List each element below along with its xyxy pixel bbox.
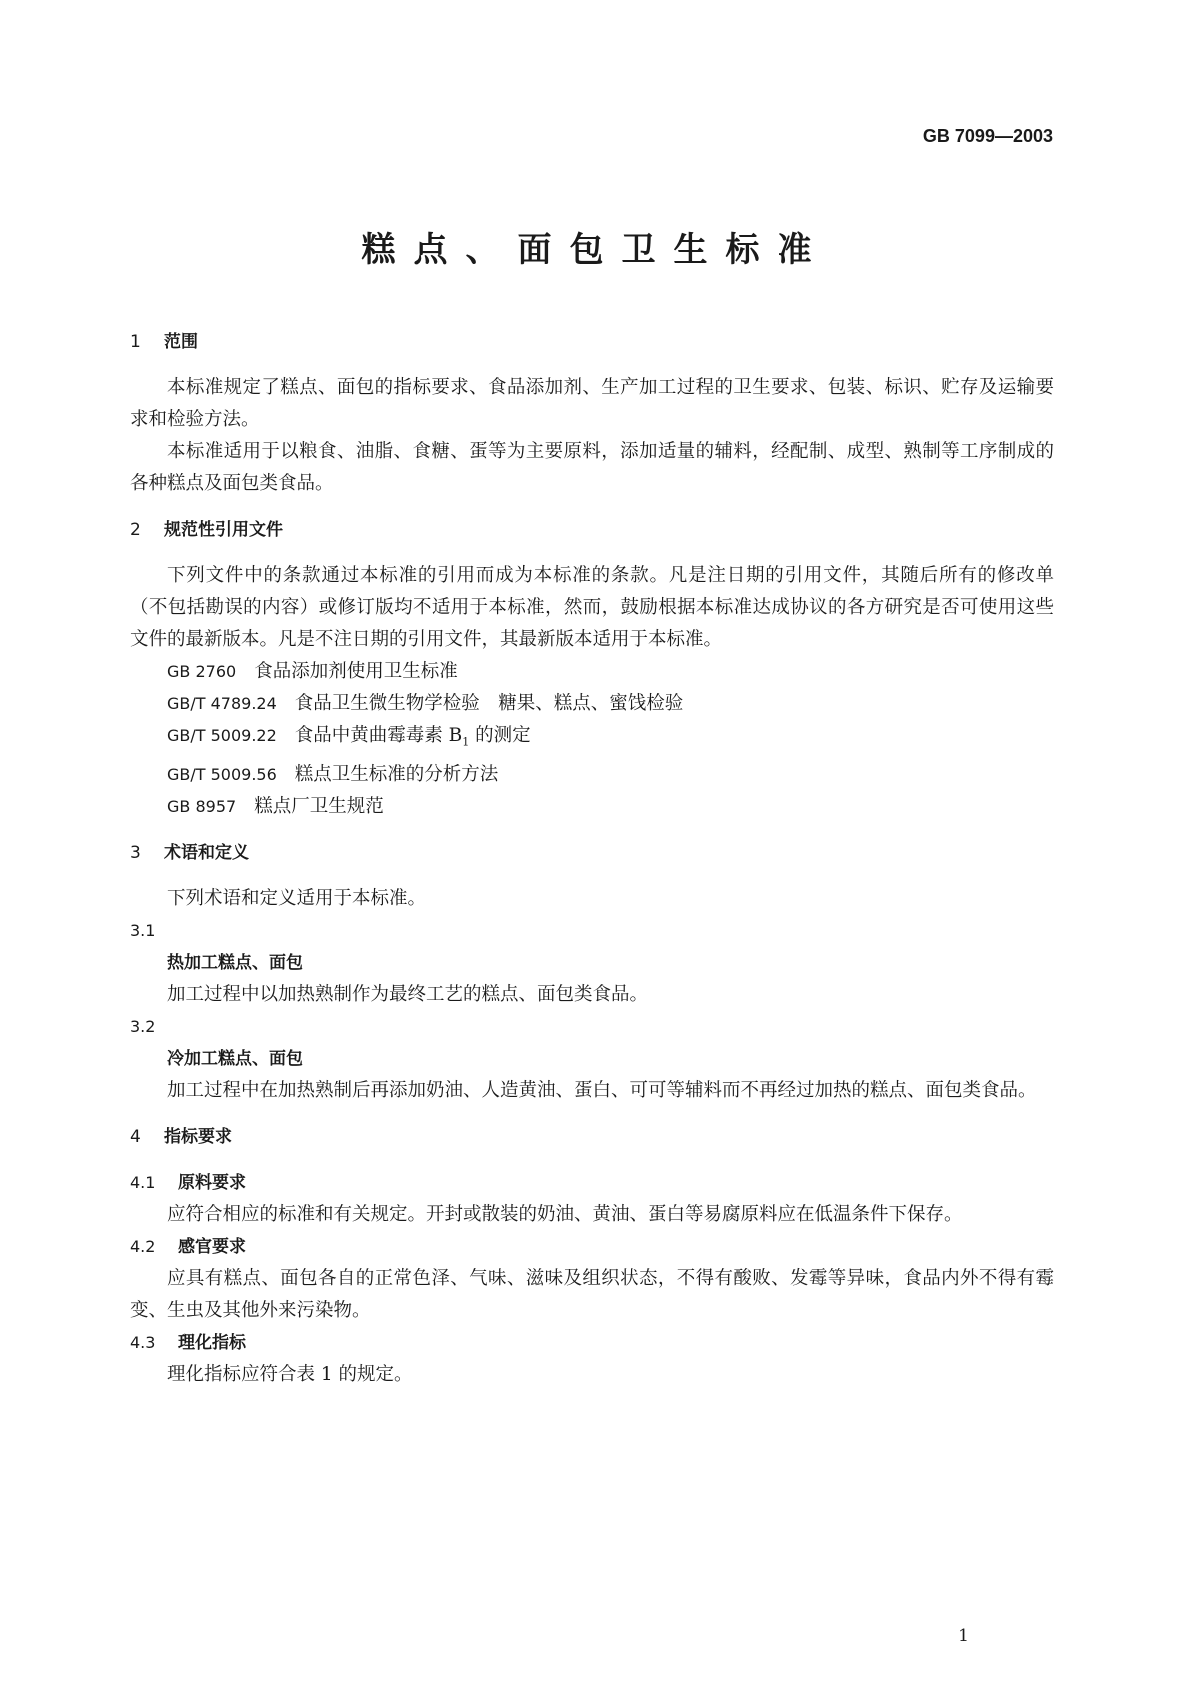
- clause-number: 4.3: [130, 1332, 156, 1352]
- clause-heading-raw-materials: [130, 1167, 1054, 1199]
- reference-name: 糕点卫生标准的分析方法: [294, 763, 499, 785]
- reference-name: 食品添加剂使用卫生标准: [254, 661, 458, 682]
- clause-text: 应具有糕点、面包各自的正常色泽、气味、滋味及组织状态，不得有酸败、发霉等异味，食品内外不得有霉变、生虫及其他外来污染物。: [130, 1267, 1054, 1321]
- reference-code: GB/T 5009.22: [167, 726, 277, 745]
- section-number: 3: [130, 842, 141, 863]
- clause-title: 理化指标: [178, 1332, 246, 1353]
- reference-item: [130, 688, 1054, 720]
- reference-item: [130, 791, 1054, 823]
- scope-paragraph-1: 本标准规定了糕点、面包的指标要求、食品添加剂、生产加工过程的卫生要求、包装、标识、贮存及运输要求和检验方法。: [130, 377, 1054, 430]
- reference-code: GB 2760: [167, 662, 237, 681]
- section-number: 4: [130, 1126, 141, 1147]
- reference-code: GB/T 5009.56: [167, 764, 277, 784]
- section-heading-normative-references: [130, 514, 1054, 546]
- definition-number: 3.1: [130, 920, 156, 940]
- page-number: 1: [958, 1626, 969, 1646]
- section-title: 指标要求: [164, 1126, 232, 1147]
- section-number: 2: [130, 520, 141, 540]
- section-title: 范围: [164, 332, 198, 352]
- section-heading-scope: [130, 326, 1054, 358]
- clause-heading-sensory: [130, 1231, 1054, 1263]
- section-heading-requirements: [130, 1121, 1054, 1153]
- references-intro-paragraph: 下列文件中的条款通过本标准的引用而成为本标准的条款。凡是注日期的引用文件，其随后所有的修改单（不包括勘误的内容）或修订版均不适用于本标准，然而，鼓励根据本标准达成协议的各方研究是否可使用这些文件的最新版本。凡是不注日期的引用文件，其最新版本适用于本标准。: [130, 565, 1054, 650]
- scope-paragraph-2: 本标准适用于以粮食、油脂、食糖、蛋等为主要原料，添加适量的辅料，经配制、成型、熟制等工序制成的各种糕点及面包类食品。: [130, 441, 1054, 494]
- reference-name: 糕点厂卫生规范: [254, 795, 384, 817]
- clause-text: 理化指标应符合表 1 的规定。: [167, 1363, 413, 1385]
- definition-term: 冷加工糕点、面包: [167, 1048, 303, 1069]
- clause-number: 4.2: [130, 1236, 156, 1256]
- section-title: 术语和定义: [164, 842, 249, 863]
- definition-term: 热加工糕点、面包: [167, 952, 303, 973]
- definition-text: 加工过程中在加热熟制后再添加奶油、人造黄油、蛋白、可可等辅料而不再经过加热的糕点、面包类食品。: [167, 1079, 1037, 1101]
- document-title: 糕点、面包卫生标准: [361, 230, 830, 270]
- section-title: 规范性引用文件: [164, 520, 283, 540]
- clause-number: 4.1: [130, 1172, 156, 1192]
- definition-number: 3.2: [130, 1016, 156, 1036]
- document-body: [130, 326, 1054, 1391]
- reference-item: [130, 759, 1054, 791]
- clause-text: 应符合相应的标准和有关规定。开封或散装的奶油、黄油、蛋白等易腐原料应在低温条件下保存。: [167, 1203, 963, 1225]
- terms-intro-paragraph: 下列术语和定义适用于本标准。: [167, 887, 427, 909]
- reference-code: GB 8957: [167, 796, 237, 816]
- reference-item: [130, 656, 1054, 688]
- standard-number: GB 7099—2003: [922, 126, 1053, 146]
- reference-item: [130, 720, 1054, 759]
- section-number: 1: [130, 332, 141, 352]
- clause-heading-physicochemical: [130, 1327, 1054, 1359]
- definition-text: 加工过程中以加热熟制作为最终工艺的糕点、面包类食品。: [167, 983, 649, 1005]
- clause-title: 原料要求: [178, 1172, 246, 1193]
- reference-name: 食品卫生微生物学检验 糖果、糕点、蜜饯检验: [294, 693, 684, 714]
- section-heading-terms-definitions: [130, 837, 1054, 869]
- reference-name: 食品中黄曲霉毒素 $B_1$ 的测定: [294, 725, 531, 749]
- clause-title: 感官要求: [178, 1236, 246, 1257]
- reference-code: GB/T 4789.24: [167, 694, 277, 713]
